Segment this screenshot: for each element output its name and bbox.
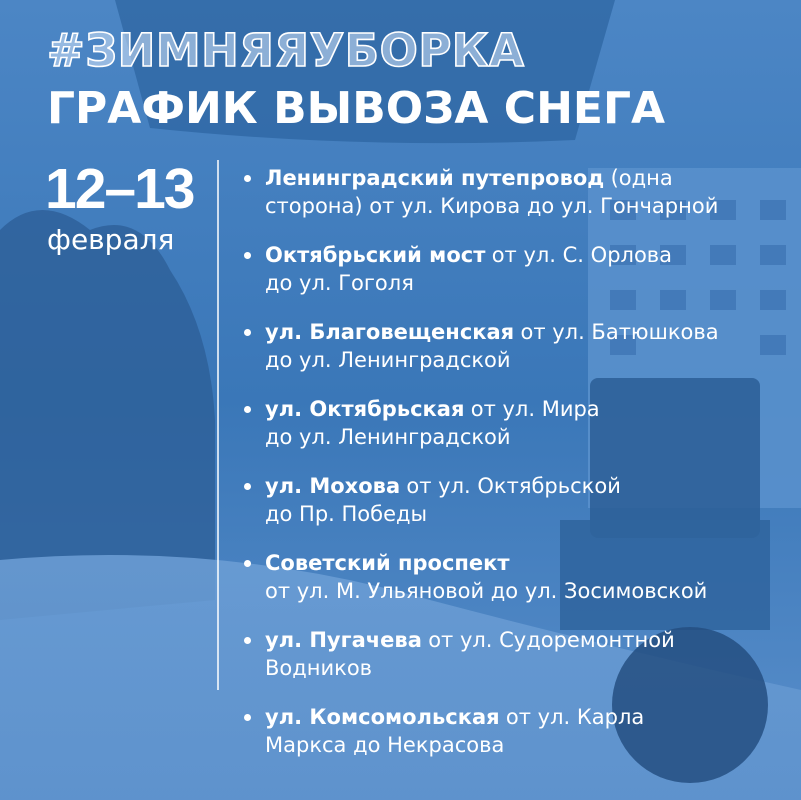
bullet-icon [244,637,251,644]
item-range: от ул. Судоремонтной [428,628,675,652]
item-line-1 [265,241,719,269]
item-range: (одна [610,166,673,190]
item-line-2: Маркса до Некрасова [265,733,505,757]
item-street: Октябрьский мост [265,243,486,267]
item-line-1 [265,164,719,192]
street-list [243,164,719,759]
item-range: от ул. Батюшкова [520,320,719,344]
item-range: от ул. Мира [470,397,600,421]
item-street: ул. Пугачева [265,628,422,652]
item-line-1 [265,549,719,577]
list-item [243,549,719,605]
item-street: Ленинградский путепровод [265,166,605,190]
date-days: 12–13 [45,157,194,221]
list-item [243,472,719,528]
item-street: Советский проспект [265,551,510,575]
item-line-2: до ул. Ленинградской [265,348,511,372]
item-line-2: до ул. Гоголя [265,271,414,295]
list-item [243,164,719,220]
item-line-1 [265,395,719,423]
item-line-1 [265,318,719,346]
item-line-2: сторона) от ул. Кирова до ул. Гончарной [265,194,719,218]
item-line-1 [265,472,719,500]
item-street: ул. Благовещенская [265,320,515,344]
list-item [243,626,719,682]
item-line-1 [265,703,719,731]
item-street: ул. Октябрьская [265,397,465,421]
item-line-2: до ул. Ленинградской [265,425,511,449]
item-line-1 [265,626,719,654]
list-item [243,241,719,297]
item-line-2: от ул. М. Ульяновой до ул. Зосимовской [265,579,708,603]
bullet-icon [244,483,251,490]
item-street: ул. Комсомольская [265,705,500,729]
page-title: ГРАФИК ВЫВОЗА СНЕГА [47,83,666,134]
list-item [243,703,719,759]
date-month: февраля [47,223,175,256]
bullet-icon [244,714,251,721]
item-street: ул. Мохова [265,474,401,498]
item-range: от ул. Октябрьской [406,474,621,498]
list-item [243,395,719,451]
bullet-icon [244,252,251,259]
item-line-2: Водников [265,656,373,680]
item-range: от ул. Карла [505,705,645,729]
bullet-icon [244,175,251,182]
item-range: от ул. С. Орлова [491,243,673,267]
item-line-2: до Пр. Победы [265,502,428,526]
bullet-icon [244,406,251,413]
vertical-divider [217,160,219,690]
bullet-icon [244,560,251,567]
hashtag: #ЗИМНЯЯУБОРКА [47,24,525,77]
list-item [243,318,719,374]
bullet-icon [244,329,251,336]
